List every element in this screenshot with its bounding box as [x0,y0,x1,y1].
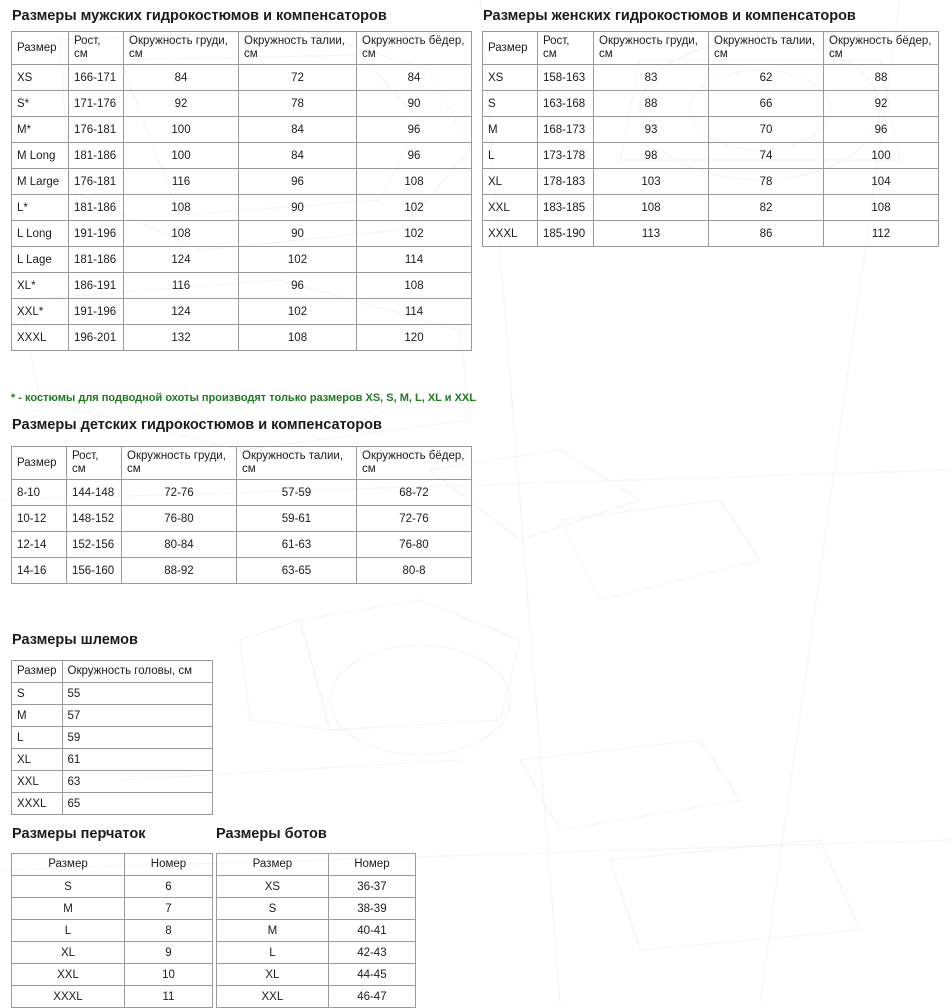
cell-value: 72-76 [357,506,472,532]
col-header-height [69,32,124,65]
cell-value: 103 [594,169,709,195]
cell-value: 104 [824,169,939,195]
men-table-wrap [11,31,475,351]
cell-value: 100 [124,117,239,143]
col-header-hips [357,32,472,65]
cell-value: 96 [357,143,472,169]
col-header-height-line2: см [543,48,557,61]
col-header-hips-line1: Окружность бёдер, [362,35,465,47]
kids-table-body [12,480,472,584]
women-section-title-wrap [483,8,856,24]
col-header-chest-line2: см [129,48,143,61]
cell-size: XXL [483,195,538,221]
cell-size: XL* [12,273,69,299]
col-header-chest [122,447,237,480]
gloves-section-title-wrap [12,826,145,842]
cell-value: 70 [709,117,824,143]
col-header-hips [824,32,939,65]
col-header-chest-line2: см [599,48,613,61]
gloves-table-body [12,876,213,1008]
cell-value: 108 [357,273,472,299]
col-header-size: Размер [12,854,125,876]
men-section-title: Размеры мужских гидрокостюмов и компенсаторов [12,8,387,24]
men-table-body [12,65,472,351]
cell-value: 100 [124,143,239,169]
cell-value: 181-186 [69,247,124,273]
cell-value: 59-61 [237,506,357,532]
col-header-chest [124,32,239,65]
cell-value: 38-39 [328,898,415,920]
cell-value: 63 [62,771,212,793]
table-row [12,532,472,558]
cell-size: XXXL [12,793,63,815]
cell-value: 68-72 [357,480,472,506]
col-header-hips-line2: см [362,463,376,476]
helmets-table-body [12,683,213,815]
table-row [12,683,213,705]
col-header-height-line2: см [72,463,86,476]
cell-value: 66 [709,91,824,117]
cell-value: 132 [124,325,239,351]
helmets-section-title: Размеры шлемов [12,632,138,648]
cell-value: 62 [709,65,824,91]
table-header-row [12,854,213,876]
kids-table-wrap [11,446,475,584]
col-header-waist [709,32,824,65]
helmets-table-wrap [11,660,214,815]
cell-size: XXL* [12,299,69,325]
cell-value: 112 [824,221,939,247]
cell-value: 163-168 [538,91,594,117]
cell-value: 92 [824,91,939,117]
table-row [12,506,472,532]
cell-value: 44-45 [328,964,415,986]
cell-size: XS [217,876,329,898]
table-header-row [12,447,472,480]
cell-size: L [483,143,538,169]
col-header-chest-line2: см [127,463,141,476]
boots-table-wrap [216,853,416,1008]
cell-value: 93 [594,117,709,143]
kids-size-table [11,446,472,584]
cell-size: XL [217,964,329,986]
cell-value: 88 [594,91,709,117]
table-header-row [483,32,939,65]
helmets-size-table [11,660,213,815]
cell-value: 76-80 [122,506,237,532]
cell-value: 7 [125,898,213,920]
gloves-section-title: Размеры перчаток [12,826,146,842]
table-row [12,299,472,325]
cell-value: 86 [709,221,824,247]
table-row [12,480,472,506]
cell-value: 76-80 [357,532,472,558]
col-header-chest-line1: Окружность груди, [127,450,226,462]
table-header-row [12,32,472,65]
cell-size: XXXL [12,986,125,1008]
col-header-waist-line2: см [714,48,728,61]
cell-value: 102 [357,195,472,221]
cell-size: 10-12 [12,506,67,532]
men-size-table [11,31,472,351]
gloves-size-table [11,853,213,1008]
table-row [12,986,213,1008]
table-row [12,942,213,964]
cell-value: 108 [239,325,357,351]
cell-value: 96 [239,169,357,195]
table-row [483,143,939,169]
cell-size: M Large [12,169,69,195]
boots-size-table [216,853,416,1008]
cell-size: XXL [12,771,63,793]
cell-value: 114 [357,247,472,273]
cell-value: 40-41 [328,920,415,942]
cell-value: 178-183 [538,169,594,195]
cell-value: 92 [124,91,239,117]
cell-value: 36-37 [328,876,415,898]
cell-value: 116 [124,169,239,195]
table-row [12,558,472,584]
cell-value: 185-190 [538,221,594,247]
col-header-number: Номер [125,854,213,876]
cell-size: M [12,705,63,727]
table-row [12,727,213,749]
cell-size: XXL [217,986,329,1008]
cell-value: 90 [239,195,357,221]
col-header-hips [357,447,472,480]
col-header-chest [594,32,709,65]
cell-value: 148-152 [67,506,122,532]
cell-value: 57 [62,705,212,727]
col-header-chest-line1: Окружность груди, [599,35,698,47]
col-header-size: Размер [12,32,69,65]
cell-size: M [12,898,125,920]
col-header-waist-line2: см [242,463,256,476]
cell-value: 78 [709,169,824,195]
cell-size: XS [483,65,538,91]
col-header-hips-line2: см [829,48,843,61]
cell-value: 88 [824,65,939,91]
cell-value: 82 [709,195,824,221]
cell-value: 88-92 [122,558,237,584]
cell-size: XL [12,749,63,771]
table-row [483,169,939,195]
cell-value: 78 [239,91,357,117]
cell-size: XS [12,65,69,91]
cell-value: 114 [357,299,472,325]
col-header-size: Размер [217,854,329,876]
col-header-chest-line1: Окружность груди, [129,35,228,47]
cell-size: L [217,942,329,964]
cell-value: 108 [124,221,239,247]
cell-value: 63-65 [237,558,357,584]
cell-value: 84 [124,65,239,91]
table-row [12,964,213,986]
cell-size: S* [12,91,69,117]
cell-value: 173-178 [538,143,594,169]
cell-size: M* [12,117,69,143]
cell-value: 102 [357,221,472,247]
cell-size: XXL [12,964,125,986]
table-row [12,705,213,727]
cell-size: XL [12,942,125,964]
col-header-height-line1: Рост, [543,35,570,47]
cell-value: 108 [824,195,939,221]
cell-value: 96 [824,117,939,143]
cell-value: 6 [125,876,213,898]
cell-value: 166-171 [69,65,124,91]
cell-size: M [483,117,538,143]
cell-value: 59 [62,727,212,749]
cell-size: M [217,920,329,942]
cell-value: 96 [357,117,472,143]
cell-value: 9 [125,942,213,964]
table-row [483,195,939,221]
cell-value: 96 [239,273,357,299]
table-header-row [217,854,416,876]
col-header-height-line2: см [74,48,88,61]
cell-size: S [12,876,125,898]
women-section-title: Размеры женских гидрокостюмов и компенсаторов [483,8,856,24]
col-header-hips-line1: Окружность бёдер, [362,450,465,462]
cell-value: 80-8 [357,558,472,584]
table-row [12,65,472,91]
cell-value: 152-156 [67,532,122,558]
cell-value: 144-148 [67,480,122,506]
cell-value: 191-196 [69,299,124,325]
helmets-section-title-wrap [12,632,138,648]
women-size-table [482,31,939,247]
col-header-waist-line2: см [244,48,258,61]
cell-value: 183-185 [538,195,594,221]
cell-value: 181-186 [69,195,124,221]
cell-size: XXXL [12,325,69,351]
women-table-wrap [482,31,942,247]
cell-size: XXXL [483,221,538,247]
kids-section-title-wrap [12,417,382,433]
table-row [12,273,472,299]
cell-value: 98 [594,143,709,169]
boots-section-title: Размеры ботов [216,826,327,842]
men-footnote: * - костюмы для подводной охоты производят только размеров XS, S, M, L, XL и XXL [11,392,476,404]
cell-value: 176-181 [69,169,124,195]
cell-value: 124 [124,299,239,325]
col-header-waist-line1: Окружность талии, [242,450,344,462]
women-table-body [483,65,939,247]
cell-value: 90 [239,221,357,247]
table-header-row [12,661,213,683]
cell-value: 84 [239,117,357,143]
cell-value: 84 [357,65,472,91]
table-row [217,942,416,964]
cell-value: 42-43 [328,942,415,964]
cell-size: L [12,920,125,942]
cell-value: 102 [239,299,357,325]
cell-size: L Lage [12,247,69,273]
cell-value: 108 [124,195,239,221]
col-header-height [538,32,594,65]
cell-value: 102 [239,247,357,273]
col-header-waist [239,32,357,65]
cell-value: 108 [357,169,472,195]
table-row [12,749,213,771]
table-row [12,771,213,793]
table-row [12,195,472,221]
table-row [12,169,472,195]
cell-value: 158-163 [538,65,594,91]
table-row [12,117,472,143]
table-row [483,91,939,117]
table-row [12,221,472,247]
cell-size: S [483,91,538,117]
cell-value: 72-76 [122,480,237,506]
cell-value: 72 [239,65,357,91]
table-row [483,117,939,143]
cell-value: 191-196 [69,221,124,247]
cell-value: 176-181 [69,117,124,143]
cell-value: 171-176 [69,91,124,117]
cell-value: 65 [62,793,212,815]
table-row [483,65,939,91]
men-note-wrap [11,392,481,404]
cell-size: 14-16 [12,558,67,584]
col-header-hips-line1: Окружность бёдер, [829,35,932,47]
cell-size: XL [483,169,538,195]
col-header-size: Размер [12,447,67,480]
cell-size: S [12,683,63,705]
cell-value: 181-186 [69,143,124,169]
cell-value: 113 [594,221,709,247]
cell-value: 8 [125,920,213,942]
table-row [12,91,472,117]
cell-value: 156-160 [67,558,122,584]
col-header-height [67,447,122,480]
cell-size: L [12,727,63,749]
cell-size: 12-14 [12,532,67,558]
cell-value: 80-84 [122,532,237,558]
col-header-size: Размер [12,661,63,683]
cell-size: S [217,898,329,920]
boots-section-title-wrap [216,826,327,842]
cell-value: 186-191 [69,273,124,299]
col-header-waist [237,447,357,480]
cell-size: L* [12,195,69,221]
men-section-title-wrap [12,8,387,24]
table-row [217,898,416,920]
cell-value: 61-63 [237,532,357,558]
cell-value: 61 [62,749,212,771]
cell-value: 11 [125,986,213,1008]
col-header-head-circumference: Окружность головы, см [62,661,212,683]
kids-section-title: Размеры детских гидрокостюмов и компенсаторов [12,417,382,433]
table-row [217,964,416,986]
cell-value: 90 [357,91,472,117]
table-row [12,143,472,169]
col-header-waist-line1: Окружность талии, [714,35,816,47]
table-row [12,920,213,942]
gloves-table-wrap [11,853,214,1008]
col-header-hips-line2: см [362,48,376,61]
cell-value: 10 [125,964,213,986]
table-row [217,986,416,1008]
table-row [217,876,416,898]
table-row [12,325,472,351]
table-row [483,221,939,247]
cell-value: 55 [62,683,212,705]
cell-size: 8-10 [12,480,67,506]
col-header-height-line1: Рост, [72,450,99,462]
table-row [12,898,213,920]
cell-size: L Long [12,221,69,247]
table-row [217,920,416,942]
cell-value: 108 [594,195,709,221]
col-header-number: Номер [328,854,415,876]
cell-value: 116 [124,273,239,299]
cell-value: 120 [357,325,472,351]
cell-value: 84 [239,143,357,169]
cell-value: 196-201 [69,325,124,351]
cell-value: 100 [824,143,939,169]
cell-value: 124 [124,247,239,273]
cell-value: 57-59 [237,480,357,506]
col-header-waist-line1: Окружность талии, [244,35,346,47]
table-row [12,793,213,815]
cell-value: 168-173 [538,117,594,143]
cell-value: 83 [594,65,709,91]
cell-value: 74 [709,143,824,169]
table-row [12,876,213,898]
table-row [12,247,472,273]
cell-value: 46-47 [328,986,415,1008]
col-header-height-line1: Рост, [74,35,101,47]
col-header-size: Размер [483,32,538,65]
cell-size: M Long [12,143,69,169]
boots-table-body [217,876,416,1008]
